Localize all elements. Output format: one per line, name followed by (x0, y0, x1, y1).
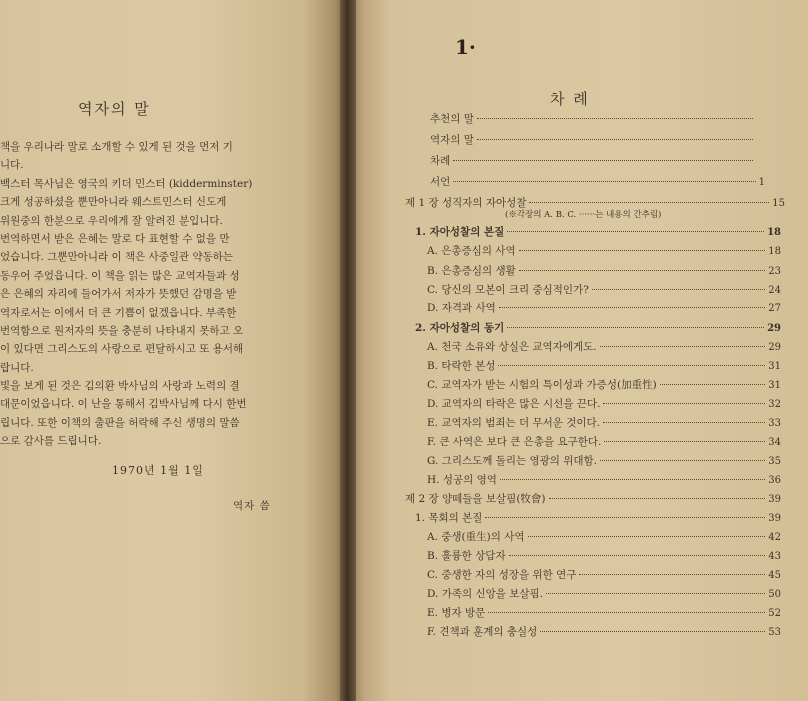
note-line: 으로 감사를 드립니다. (0, 435, 102, 448)
toc-entry (415, 320, 781, 335)
toc-entry (427, 358, 781, 373)
note-line: 책을 우리나라 말로 소개할 수 있게 된 것을 먼저 기 (0, 141, 233, 153)
toc-label: C. 중생한 자의 성장을 위한 연구 (427, 569, 577, 581)
toc-label: A. 은총증심의 사역 (427, 245, 516, 257)
toc-page: 35 (768, 456, 781, 467)
toc-label: D. 자격과 사역 (427, 302, 496, 314)
note-line: 동우어 주었읍니다. 이 책을 읽는 많은 교역자들과 성 (0, 269, 240, 282)
toc-entry (427, 529, 781, 544)
toc-page: 45 (768, 570, 781, 581)
toc-page: 15 (772, 198, 785, 209)
toc-label: G. 그리스도께 돌리는 영광의 위대함. (427, 455, 598, 467)
toc-leader (507, 327, 764, 328)
toc-entry (415, 510, 781, 525)
note-line: 랍니다. (0, 361, 34, 374)
toc-entry (415, 224, 781, 239)
note-line: 었습니다. 그뿐만아니라 이 책은 사중일관 약동하는 (0, 251, 234, 264)
toc-entry (430, 132, 756, 147)
toc-page: 29 (767, 323, 781, 334)
toc-leader (509, 555, 766, 556)
toc-entry (427, 567, 781, 582)
toc-label: 역자의 말 (430, 134, 474, 146)
toc-page: 34 (768, 437, 781, 448)
note-line: 역자로서는 이에서 더 큰 기쁨이 없겠읍니다. 부족한 (0, 306, 237, 319)
note-line: 백스터 목사님은 영국의 키더 민스터 (kidderminster) (0, 177, 253, 190)
toc-entry (427, 282, 781, 297)
toc-entry (427, 300, 781, 315)
note-line: 이 있다면 그리스도의 사랑으로 편달하시고 또 용서해 (0, 343, 244, 356)
toc-leader (529, 202, 769, 203)
handwritten-mark: 1· (455, 35, 476, 59)
note-line: 번역함으로 원저자의 뜻을 충분히 나타내지 못하고 오 (0, 324, 244, 337)
toc-label: 제 2 장 양떼들을 보살핌(牧會) (405, 493, 546, 505)
toc-leader (540, 631, 765, 632)
toc-page: 43 (768, 551, 781, 562)
toc-leader (604, 441, 765, 442)
toc-entry (427, 548, 781, 563)
toc-leader (499, 307, 765, 308)
toc-label: D. 교역자의 타락은 많은 시선을 끈다. (427, 398, 601, 410)
toc-entry (427, 396, 781, 411)
toc-leader (507, 231, 764, 232)
toc-title: 차 례 (550, 90, 590, 108)
toc-label: 제 1 장 성직자의 자아성찰 (405, 197, 527, 209)
toc-leader (592, 289, 765, 290)
toc-leader (477, 139, 753, 140)
note-date: 1970년 1월 1일 (112, 464, 204, 477)
toc-label: C. 교역자가 받는 시험의 특이성과 가증성(加重性) (427, 379, 657, 391)
toc-entry (427, 453, 781, 468)
note-line: 대문이었읍니다. 이 난을 통해서 김박사님께 다시 한번 (0, 398, 247, 411)
toc-label: A. 중생(重生)의 사역 (427, 531, 525, 543)
toc-leader (500, 479, 765, 480)
note-line: 니다. (0, 159, 24, 172)
toc-page: 50 (768, 589, 781, 600)
toc-label: B. 타락한 본성 (427, 360, 496, 372)
toc-label: D. 가족의 신앙을 보살핌. (427, 588, 544, 600)
toc-label: 2. 자아성찰의 동기 (415, 322, 505, 334)
note-line: 크게 성공하셨을 뿐만아니라 웨스트민스터 신도게 (0, 196, 227, 209)
toc-page: 32 (768, 399, 781, 410)
toc-page: 18 (768, 246, 781, 257)
translator-note-title: 역자의 말 (78, 100, 151, 118)
toc-entry (427, 415, 781, 430)
toc-page: 1 (758, 177, 765, 188)
toc-entry (427, 434, 781, 449)
toc-page: 33 (768, 418, 781, 429)
note-line: 빛을 보게 된 것은 김의환 박사님의 사랑과 노력의 결 (0, 380, 240, 393)
toc-entry (430, 153, 756, 168)
toc-label: 차례 (430, 155, 451, 167)
toc-page: 24 (768, 285, 781, 296)
toc-entry (427, 605, 781, 620)
toc-leader (498, 365, 765, 366)
toc-leader (600, 460, 765, 461)
toc-leader (528, 536, 766, 537)
toc-entry (405, 195, 785, 210)
toc-label: F. 큰 사역은 보다 큰 은총을 요구한다. (427, 436, 602, 448)
toc-label: A. 천국 소유와 상실은 교역자에게도. (427, 341, 597, 353)
toc-label: F. 견책과 훈계의 충실성 (427, 626, 538, 638)
toc-page: 52 (768, 608, 781, 619)
note-signature: 역자 씀 (233, 500, 271, 512)
toc-page: 29 (768, 342, 781, 353)
toc-label: 1. 목회의 본질 (415, 512, 483, 524)
toc-entry (427, 472, 781, 487)
toc-label: E. 교역자의 범죄는 더 무서운 것이다. (427, 417, 601, 429)
toc-label: B. 은총증심의 생활 (427, 265, 516, 277)
toc-leader (477, 118, 753, 119)
toc-leader (546, 593, 765, 594)
toc-leader (485, 517, 765, 518)
toc-entry (427, 243, 781, 258)
toc-entry (427, 263, 781, 278)
toc-label: B. 훌륭한 상담자 (427, 550, 506, 562)
note-line: 은 은혜의 자리에 들어가서 저자가 뜻했던 감명을 받 (0, 288, 237, 301)
toc-entry (430, 174, 765, 189)
toc-entry (430, 111, 756, 126)
note-line: 위원중의 한분으로 우리에게 잘 알려진 분입니다. (0, 214, 223, 227)
toc-leader (600, 346, 766, 347)
toc-leader (519, 270, 766, 271)
toc-page: 39 (768, 494, 781, 505)
toc-page: 31 (768, 380, 781, 391)
toc-subtitle-note: (※각장의 A. B. C. ······는 내용의 간추림) (505, 210, 662, 220)
toc-label: 1. 자아성찰의 본질 (415, 226, 505, 238)
toc-leader (579, 574, 765, 575)
toc-leader (453, 181, 755, 182)
toc-leader (488, 612, 765, 613)
note-line: 번역하면서 받은 은혜는 말로 다 표현할 수 없을 만 (0, 232, 230, 245)
note-line: 립니다. 또한 이책의 출판을 허락해 주신 생명의 말씀 (0, 416, 240, 429)
toc-entry (427, 377, 781, 392)
toc-page: 39 (768, 513, 781, 524)
toc-page: 31 (768, 361, 781, 372)
toc-leader (453, 160, 753, 161)
toc-label: 추천의 말 (430, 113, 474, 125)
toc-page: 27 (768, 303, 781, 314)
toc-leader (549, 498, 766, 499)
toc-leader (603, 422, 765, 423)
toc-label: C. 당신의 모본이 크리 중심적인가? (427, 284, 589, 296)
toc-page: 36 (768, 475, 781, 486)
toc-entry (405, 491, 781, 506)
toc-label: 서언 (430, 176, 451, 188)
toc-label: H. 성공의 영역 (427, 474, 497, 486)
toc-entry (427, 624, 781, 639)
toc-page: 42 (768, 532, 781, 543)
toc-page: 23 (768, 266, 781, 277)
toc-entry (427, 339, 781, 354)
toc-leader (519, 250, 766, 251)
toc-page: 18 (767, 227, 781, 238)
toc-leader (660, 384, 766, 385)
toc-page: 53 (768, 627, 781, 638)
toc-entry (427, 586, 781, 601)
toc-label: E. 병자 방문 (427, 607, 486, 619)
toc-leader (603, 403, 765, 404)
